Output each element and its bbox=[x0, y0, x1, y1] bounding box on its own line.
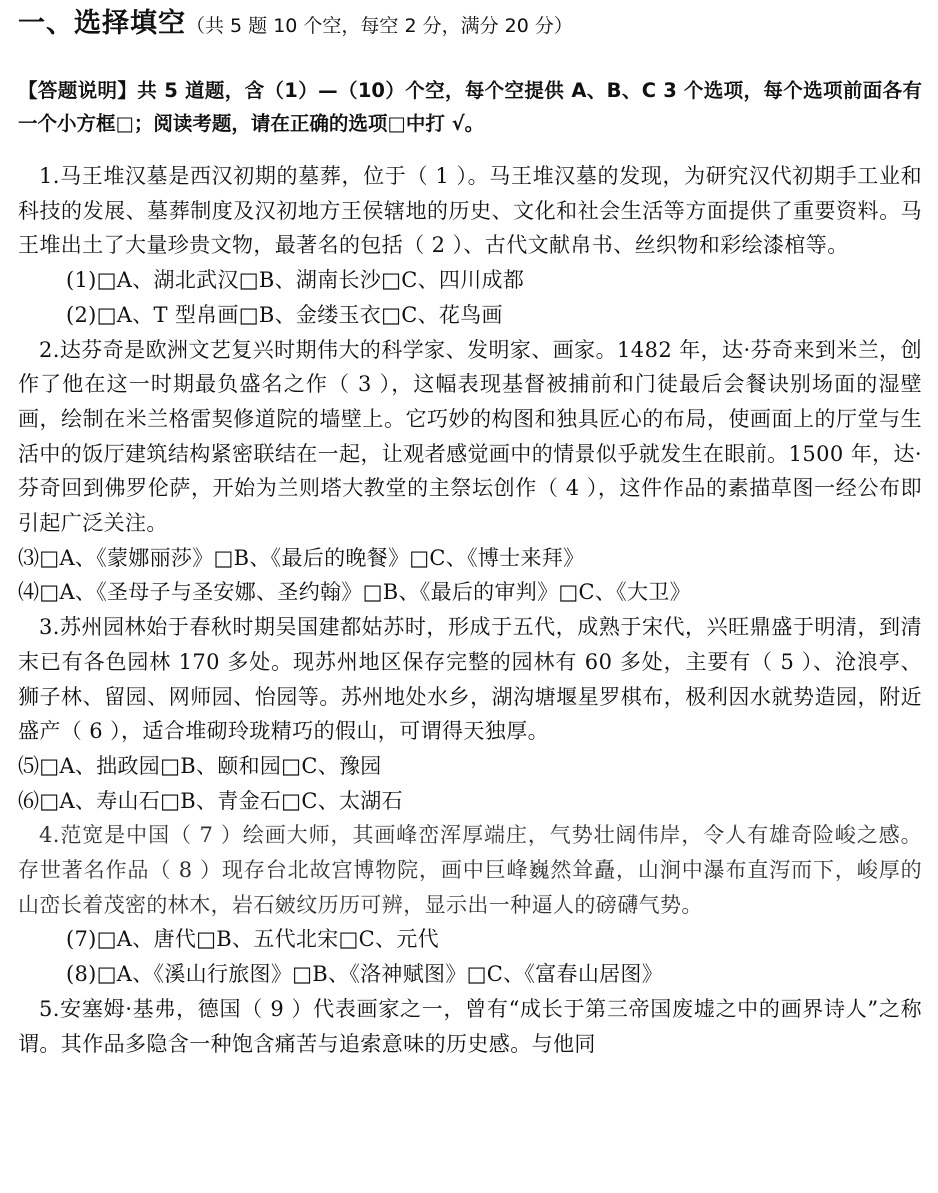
section-subtitle: （共 5 题 10 个空，每空 2 分，满分 20 分） bbox=[186, 15, 573, 37]
question-4-text: 4.范宽是中国（ 7 ）绘画大师，其画峰峦浑厚端庄，气势壮阔伟岸，令人有雄奇险峻之感。存世著名作品（ 8 ）现存台北故宫博物院，画中巨峰巍然耸矗，山涧中瀑布直泻而下，峻厚的山峦长着茂密的林木，岩石皴纹历历可辨，显示出一种逼人的磅礴气势。 bbox=[18, 823, 922, 917]
question-1-text: 1.马王堆汉墓是西汉初期的墓葬，位于（ 1 ）。马王堆汉墓的发现，为研究汉代初期手工业和科技的发展、墓葬制度及汉初地方王侯辖地的历史、文化和社会生活等方面提供了重要资料。马王堆出土了大量珍贵文物，最著名的包括（ 2 ）、古代文献帛书、丝织物和彩绘漆棺等。 bbox=[18, 164, 922, 258]
question-3-option-5: ⑸□A、拙政园□B、颐和园□C、豫园 bbox=[18, 753, 382, 778]
section-title: 一、选择填空 bbox=[18, 8, 186, 39]
question-5-text: 5.安塞姆·基弗，德国（ 9 ）代表画家之一，曾有“成长于第三帝国废墟之中的画界诗人”之称谓。其作品多隐含一种饱含痛苦与追索意味的历史感。与他同 bbox=[18, 996, 922, 1056]
question-3-option-6: ⑹□A、寿山石□B、青金石□C、太湖石 bbox=[18, 788, 403, 813]
question-4-option-7: (7)□A、唐代□B、五代北宋□C、元代 bbox=[66, 927, 439, 952]
question-2-text: 2.达芬奇是欧洲文艺复兴时期伟大的科学家、发明家、画家。1482 年，达·芬奇来到米兰，创作了他在这一时期最负盛名之作（ 3 ），这幅表现基督被捕前和门徒最后会餐诀别场面的湿壁画，绘制在米兰格雷契修道院的墙壁上。它巧妙的构图和独具匠心的布局，使画面上的厅堂与生活中的饭厅建筑结构紧密联结在一起，让观者感觉画中的情景似乎就发生在眼前。1500 年，达·芬奇回到佛罗伦萨，开始为兰则塔大教堂的主祭坛创作（ 4 ），这件作品的素描草图一经公布即引起广泛关注。 bbox=[18, 337, 922, 536]
question-1-option-1: (1)□A、湖北武汉□B、湖南长沙□C、四川成都 bbox=[66, 268, 525, 293]
question-4-option-8: (8)□A、《溪山行旅图》□B、《洛神赋图》□C、《富春山居图》 bbox=[66, 962, 664, 987]
answer-instructions: 【答题说明】共 5 道题，含（1）—（10）个空，每个空提供 A、B、C 3 个选项，每个选项前面各有一个小方框□；阅读考题，请在正确的选项□中打 √。 bbox=[18, 79, 922, 135]
question-3-text: 3.苏州园林始于春秋时期吴国建都姑苏时，形成于五代，成熟于宋代，兴旺鼎盛于明清，到清末已有各色园林 170 多处。现苏州地区保存完整的园林有 60 多处，主要有（ 5 ）、沧浪亭、狮子林、留园、网师园、怡园等。苏州地处水乡，湖沟塘堰星罗棋布，极利因水就势造园，附近盛产（ 6 ），适合堆砌玲珑精巧的假山，可谓得天独厚。 bbox=[18, 615, 922, 744]
question-1-option-2: (2)□A、T 型帛画□B、金缕玉衣□C、花鸟画 bbox=[66, 302, 503, 327]
section-heading bbox=[18, 2, 573, 46]
question-2-option-3: ⑶□A、《蒙娜丽莎》□B、《最后的晚餐》□C、《博士来拜》 bbox=[18, 545, 585, 570]
question-list bbox=[18, 159, 922, 1061]
question-2-option-4: ⑷□A、《圣母子与圣安娜、圣约翰》□B、《最后的审判》□C、《大卫》 bbox=[18, 580, 691, 605]
